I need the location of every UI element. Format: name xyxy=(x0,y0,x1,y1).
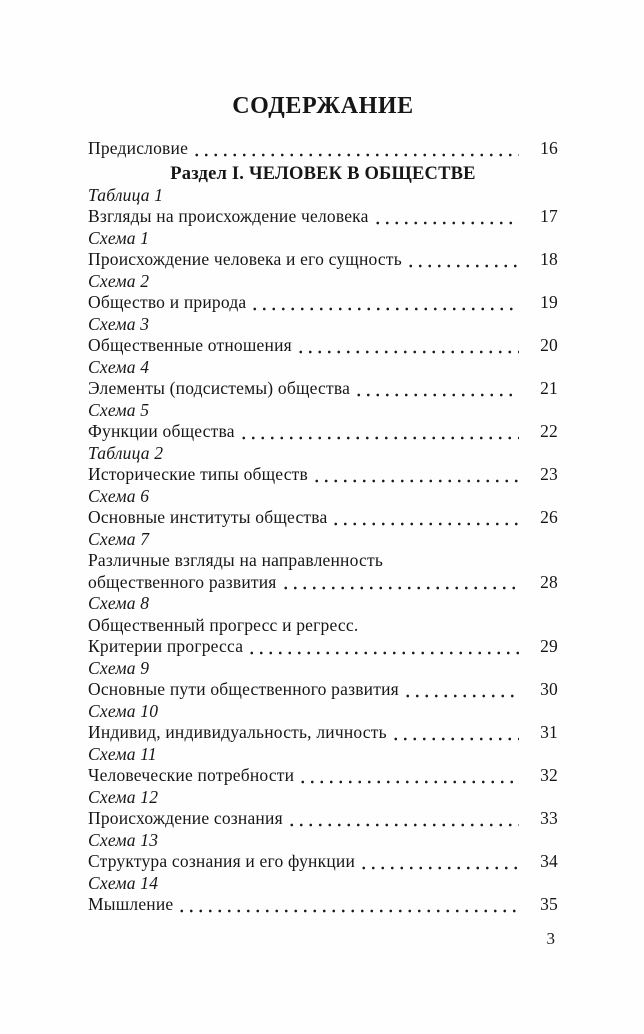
entry-title: общественного развития xyxy=(88,571,277,592)
entry-title: Функции общества xyxy=(88,421,235,441)
dot-leader xyxy=(403,694,519,698)
entry-page-number: 22 xyxy=(540,421,558,441)
toc-entry xyxy=(88,486,558,529)
entry-caption: Схема 7 xyxy=(88,528,150,549)
entry-page-number: 34 xyxy=(540,851,558,871)
entry-page-number: 21 xyxy=(540,378,558,398)
entry-caption: Схема 9 xyxy=(88,657,150,678)
entry-row xyxy=(88,636,558,658)
toc-entry xyxy=(88,873,558,916)
entry-title: Общественные отношения xyxy=(88,335,292,355)
entry-title-line1: Различные взгляды на направленность xyxy=(88,550,383,570)
entry-row xyxy=(88,249,558,271)
toc-entry xyxy=(88,744,558,787)
entry-row xyxy=(88,808,558,830)
dot-leader xyxy=(391,737,519,741)
entry-page-number: 26 xyxy=(540,507,558,527)
entry-caption: Таблица 1 xyxy=(88,184,164,205)
dot-leader xyxy=(331,522,519,526)
entry-title: Общество и природа xyxy=(88,292,247,312)
entry-title: Элементы (подсистемы) общества xyxy=(88,378,351,398)
toc-entry xyxy=(88,787,558,830)
dot-leader xyxy=(312,479,519,483)
dot-leader xyxy=(359,866,519,870)
entry-row xyxy=(88,292,558,314)
toc-entry xyxy=(88,400,558,443)
entry-title: Основные пути общественного развития xyxy=(88,679,399,699)
entry-caption: Таблица 2 xyxy=(88,442,164,463)
toc-entry xyxy=(88,658,558,701)
dot-leader xyxy=(373,221,519,225)
entry-page-number: 16 xyxy=(540,138,558,158)
entry-page-number: 18 xyxy=(540,249,558,269)
dot-leader xyxy=(192,153,519,157)
entry-caption: Схема 14 xyxy=(88,872,159,893)
entry-row xyxy=(88,464,558,486)
dot-leader xyxy=(247,651,519,655)
entry-row xyxy=(88,722,558,744)
toc-entry xyxy=(88,314,558,357)
entry-caption: Схема 3 xyxy=(88,313,150,334)
entry-row xyxy=(88,507,558,529)
entry-row xyxy=(88,421,558,443)
entry-title-line1: Общественный прогресс и регресс. xyxy=(88,614,359,635)
toc-entry xyxy=(88,830,558,873)
entry-caption: Схема 13 xyxy=(88,829,159,850)
entry-caption: Схема 1 xyxy=(88,227,150,248)
entry-page-number: 19 xyxy=(540,292,558,312)
dot-leader xyxy=(287,823,519,827)
dot-leader xyxy=(296,350,519,354)
entry-row xyxy=(88,335,558,357)
toc-entry xyxy=(88,185,558,228)
toc-entry xyxy=(88,593,558,658)
entry-title: Исторические типы обществ xyxy=(88,464,308,484)
entry-row xyxy=(88,894,558,916)
entry-caption: Схема 11 xyxy=(88,743,157,764)
page-number-folio: 3 xyxy=(546,928,555,948)
toc-entry xyxy=(88,701,558,744)
entry-page-number: 20 xyxy=(540,335,558,355)
dot-leader xyxy=(354,393,519,397)
entry-caption: Схема 5 xyxy=(88,399,150,420)
entry-title: Основные институты общества xyxy=(88,507,328,527)
entry-caption: Схема 12 xyxy=(88,786,159,807)
entry-row xyxy=(88,679,558,701)
dot-leader xyxy=(177,909,519,913)
entry-page-number: 30 xyxy=(540,679,558,699)
toc-entry-preface xyxy=(88,138,558,160)
toc-entry xyxy=(88,357,558,400)
toc-content xyxy=(88,92,558,949)
page-title: СОДЕРЖАНИЕ xyxy=(232,93,414,119)
entry-page-number: 33 xyxy=(540,808,558,828)
entry-title: Индивид, индивидуальность, личность xyxy=(88,722,387,742)
entry-title: Критерии прогресса xyxy=(88,636,244,656)
entry-title: Мышление xyxy=(88,894,174,914)
entry-page-number: 28 xyxy=(540,571,558,592)
entry-page-number: 31 xyxy=(540,722,558,742)
entry-caption: Схема 2 xyxy=(88,270,150,291)
entry-row xyxy=(88,765,558,787)
dot-leader xyxy=(406,264,519,268)
entry-title: Происхождение человека и его сущность xyxy=(88,249,402,269)
entry-caption: Схема 4 xyxy=(88,356,150,377)
toc-entry xyxy=(88,271,558,314)
entry-row xyxy=(88,206,558,228)
entry-title: Структура сознания и его функции xyxy=(88,851,356,871)
dot-leader xyxy=(281,586,519,590)
entry-page-number: 23 xyxy=(540,464,558,484)
entry-title: Предисловие xyxy=(88,138,189,158)
dot-leader xyxy=(239,436,519,440)
dot-leader xyxy=(250,307,519,311)
entry-page-number: 32 xyxy=(540,765,558,785)
entry-caption: Схема 8 xyxy=(88,593,150,613)
toc-entry xyxy=(88,443,558,486)
entry-page-number: 17 xyxy=(540,206,558,226)
entry-row xyxy=(88,572,558,594)
entry-page-number: 29 xyxy=(540,636,558,656)
entry-title: Человеческие потребности xyxy=(88,765,295,785)
entry-page-number: 35 xyxy=(540,894,558,914)
entry-title: Происхождение сознания xyxy=(88,808,283,828)
entry-row xyxy=(88,851,558,873)
entry-caption: Схема 6 xyxy=(88,485,150,506)
toc-entry xyxy=(88,529,558,594)
toc-entry xyxy=(88,228,558,271)
dot-leader xyxy=(298,780,519,784)
section-heading: Раздел I. ЧЕЛОВЕК В ОБЩЕСТВЕ xyxy=(170,163,476,184)
entry-row xyxy=(88,378,558,400)
entry-title: Взгляды на происхождение человека xyxy=(88,206,369,226)
entry-caption: Схема 10 xyxy=(88,700,159,721)
